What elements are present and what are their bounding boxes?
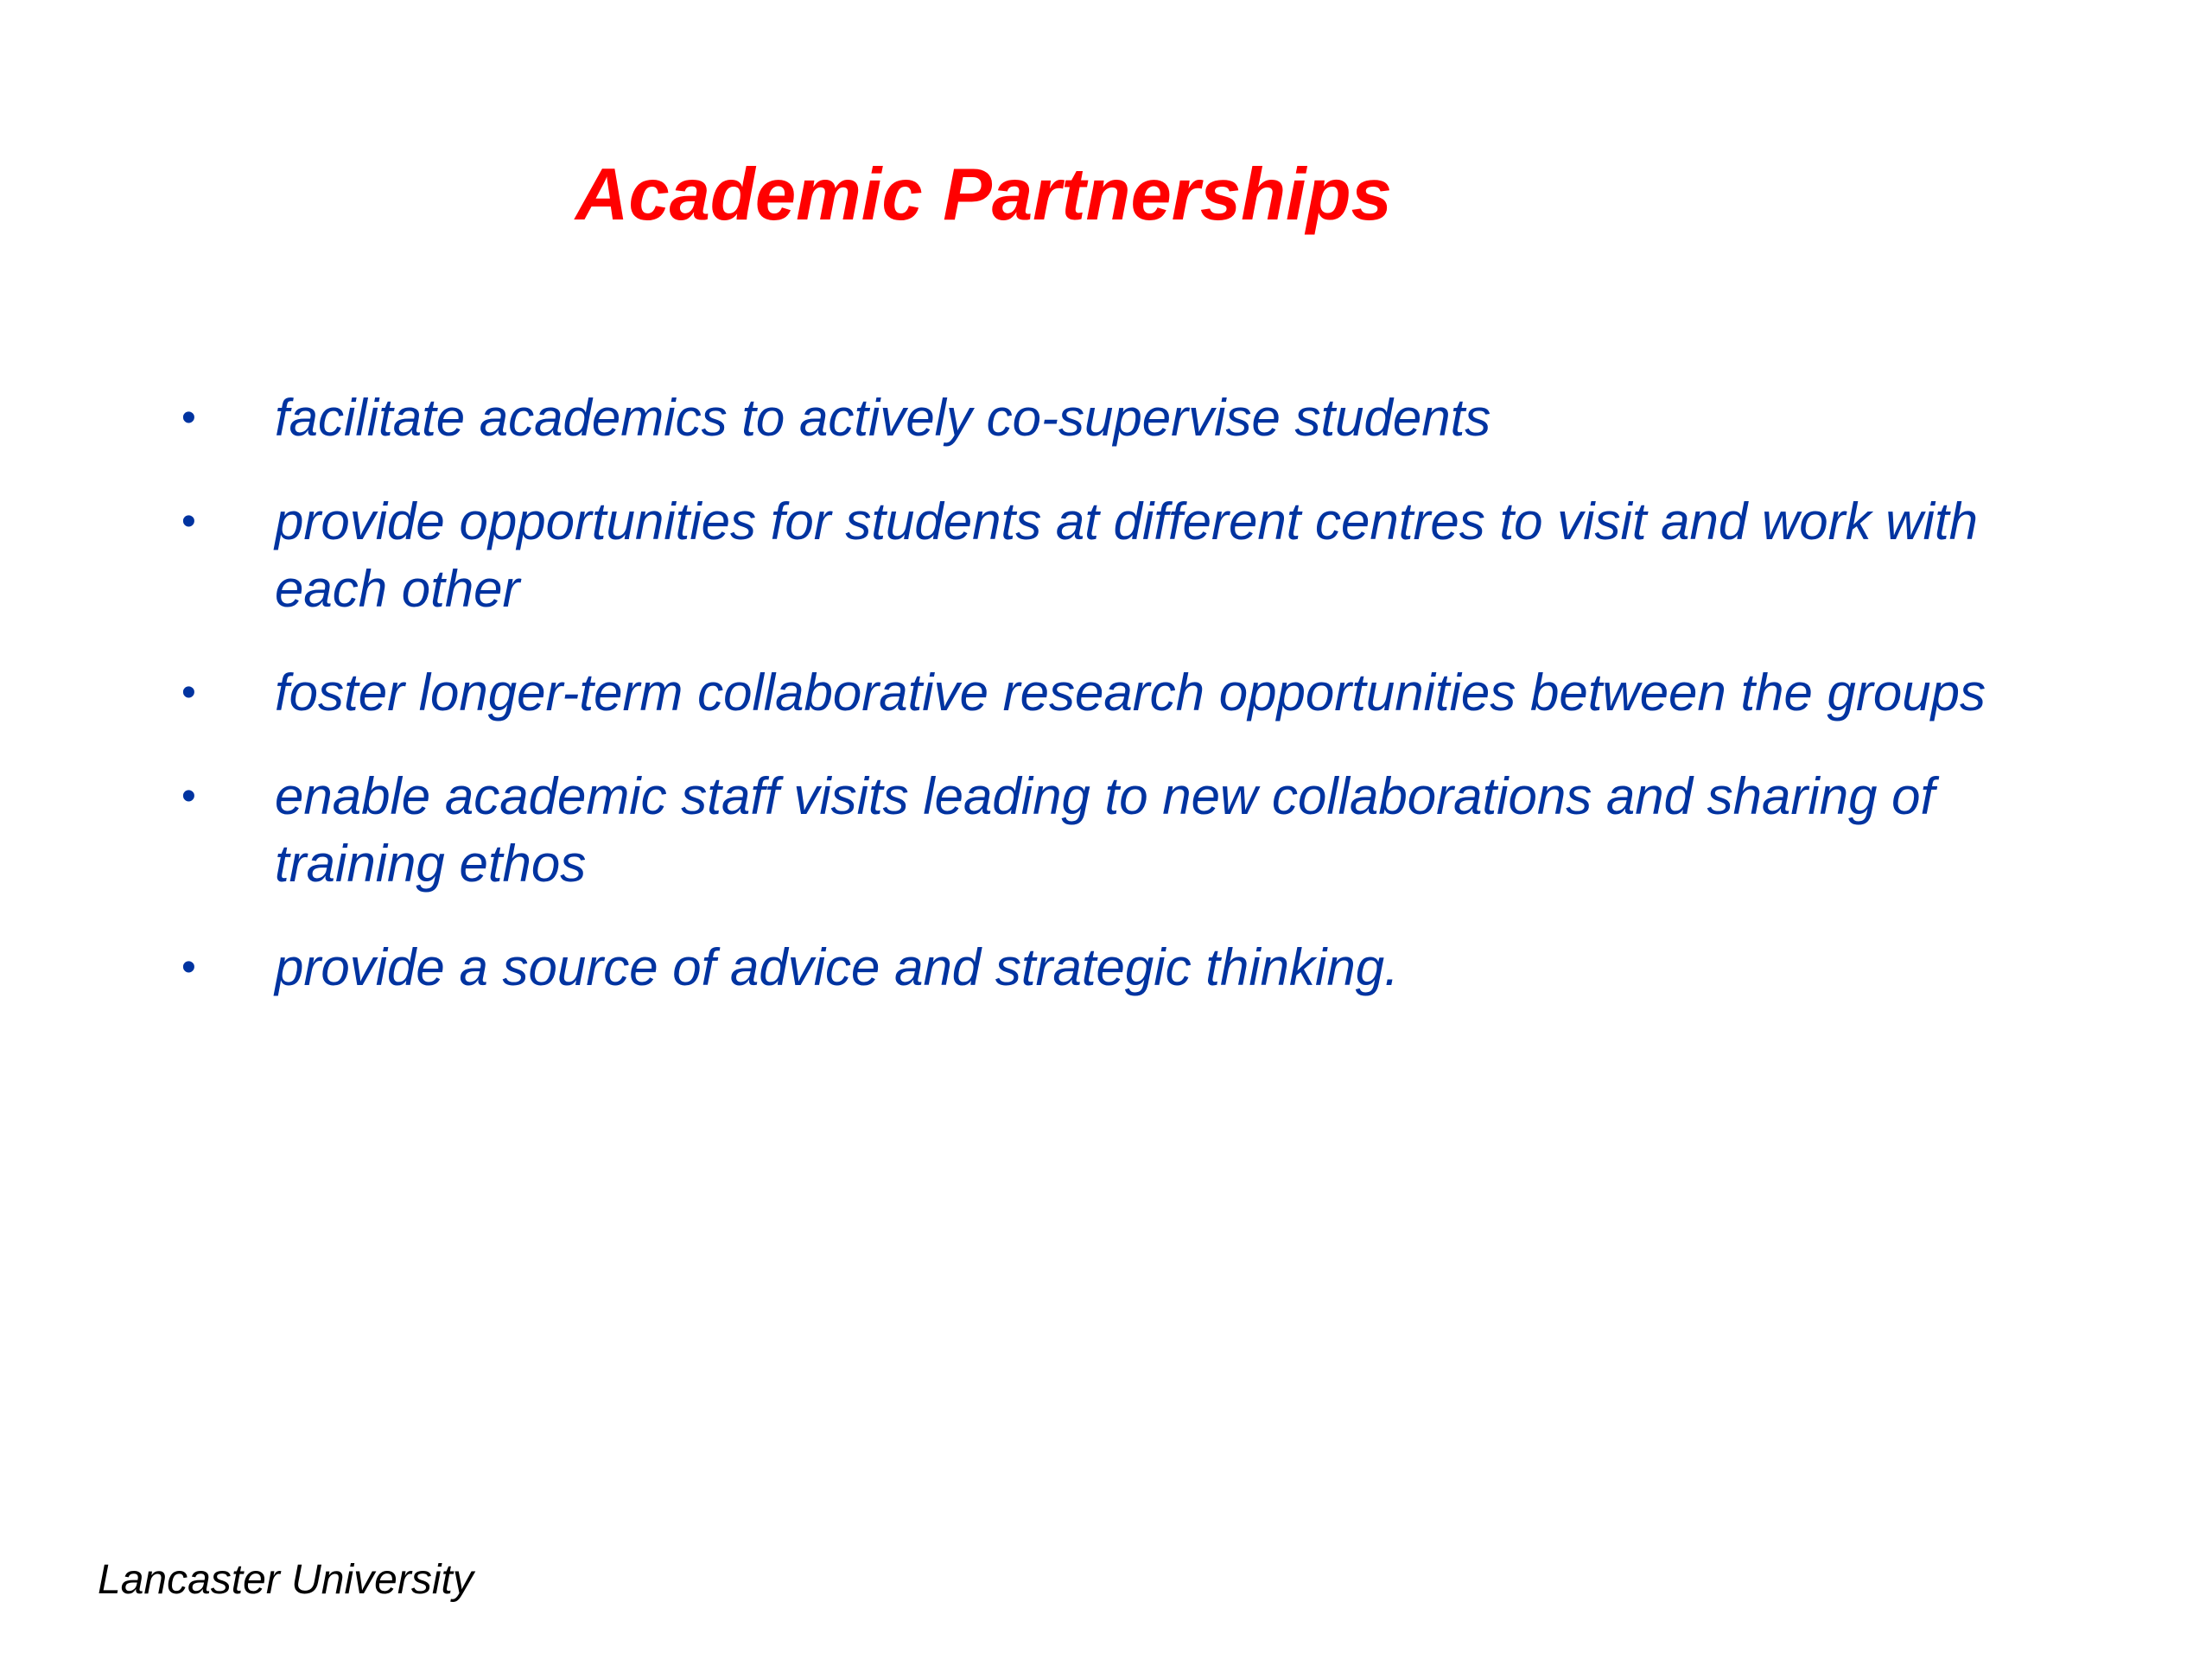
bullet-item (181, 934, 1996, 1001)
bullet-text: enable academic staff visits leading to new collaborations and sharing of training ethos (275, 767, 1936, 893)
bullet-list (181, 385, 1996, 1038)
bullet-text: facilitate academics to actively co-supervise students (275, 389, 1491, 447)
bullet-item (181, 488, 1996, 623)
bullet-marker: • (181, 773, 196, 819)
bullet-item (181, 385, 1996, 452)
bullet-marker: • (181, 670, 196, 715)
bullet-marker: • (181, 944, 196, 990)
bullet-text: foster longer-term collaborative research opportunities between the groups (275, 664, 1986, 721)
bullet-text: provide opportunities for students at different centres to visit and work with each other (275, 493, 1979, 618)
bullet-item (181, 659, 1996, 727)
bullet-marker: • (181, 395, 196, 441)
bullet-text: provide a source of advice and strategic thinking. (275, 938, 1399, 996)
bullet-marker: • (181, 499, 196, 544)
bullet-item (181, 763, 1996, 898)
slide-title: Academic Partnerships (575, 154, 1392, 236)
footer-institution: Lancaster University (98, 1557, 474, 1603)
